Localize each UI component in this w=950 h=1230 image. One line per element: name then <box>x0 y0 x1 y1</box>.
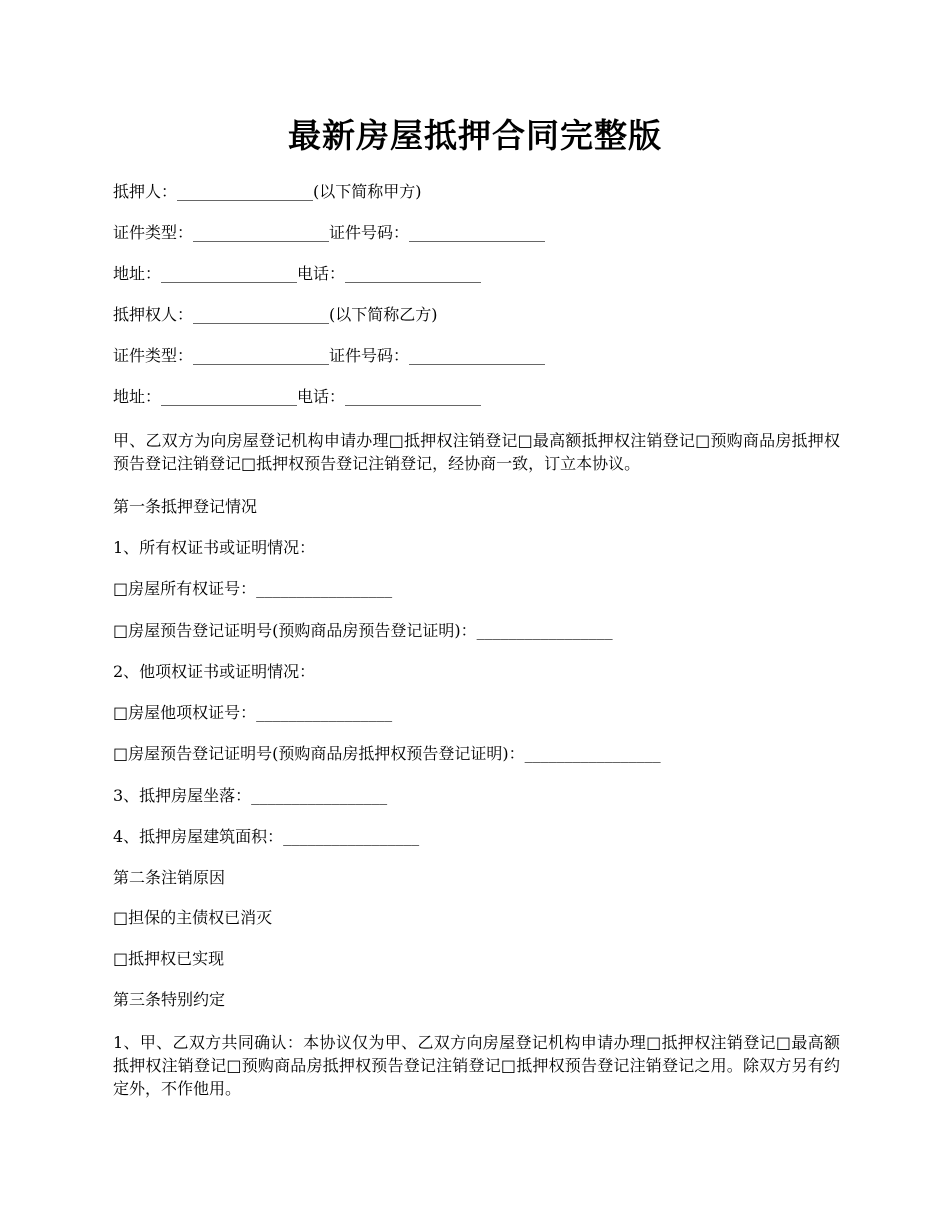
mortgagee-id-line: 证件类型：_________________证件号码：_________________ <box>113 346 546 365</box>
intro-paragraph: 甲、乙双方为向房屋登记机构申请办理□抵押权注销登记□最高额抵押权注销登记□预购商品房抵押权预告登记注销登记□抵押权预告登记注销登记，经协商一致，订立本协议。 <box>113 431 840 473</box>
article-1-heading: 第一条抵押登记情况 <box>113 497 258 516</box>
mortgagor-address-line: 地址：_________________电话：_________________ <box>113 264 482 283</box>
other-rights-heading: 2、他项权证书或证明情况： <box>113 662 316 681</box>
ownership-certificate-line: □房屋所有权证号：_________________ <box>113 579 393 598</box>
special-agreement-paragraph: 1、甲、乙双方共同确认：本协议仅为甲、乙双方向房屋登记机构申请办理□抵押权注销登记□最高额抵押权注销登记□预购商品房抵押权预告登记注销登记□抵押权预告登记注销登记之用。除双方另有约定外，不作他用。 <box>113 1033 840 1098</box>
mortgagee-line: 抵押权人：_________________(以下简称乙方) <box>113 305 438 324</box>
reason-debt-extinguished: □担保的主债权已消灭 <box>113 908 273 927</box>
ownership-certificate-heading: 1、所有权证书或证明情况： <box>113 538 316 557</box>
article-2-heading: 第二条注销原因 <box>113 868 226 887</box>
presale-mortgage-certificate-line: □房屋预告登记证明号(预购商品房抵押权预告登记证明)：_________________ <box>113 744 661 763</box>
property-area-line: 4、抵押房屋建筑面积：_________________ <box>113 827 420 846</box>
document-title: 最新房屋抵押合同完整版 <box>288 116 662 155</box>
property-location-line: 3、抵押房屋坐落：_________________ <box>113 786 388 805</box>
reason-mortgage-realized: □抵押权已实现 <box>113 949 225 968</box>
other-rights-certificate-line: □房屋他项权证号：_________________ <box>113 703 393 722</box>
mortgagor-id-line: 证件类型：_________________证件号码：_________________ <box>113 223 546 242</box>
mortgagor-line: 抵押人：_________________(以下简称甲方) <box>113 182 422 201</box>
article-3-heading: 第三条特别约定 <box>113 990 226 1009</box>
presale-certificate-line: □房屋预告登记证明号(预购商品房预告登记证明)：_________________ <box>113 621 613 640</box>
mortgagee-address-line: 地址：_________________电话：_________________ <box>113 387 482 406</box>
